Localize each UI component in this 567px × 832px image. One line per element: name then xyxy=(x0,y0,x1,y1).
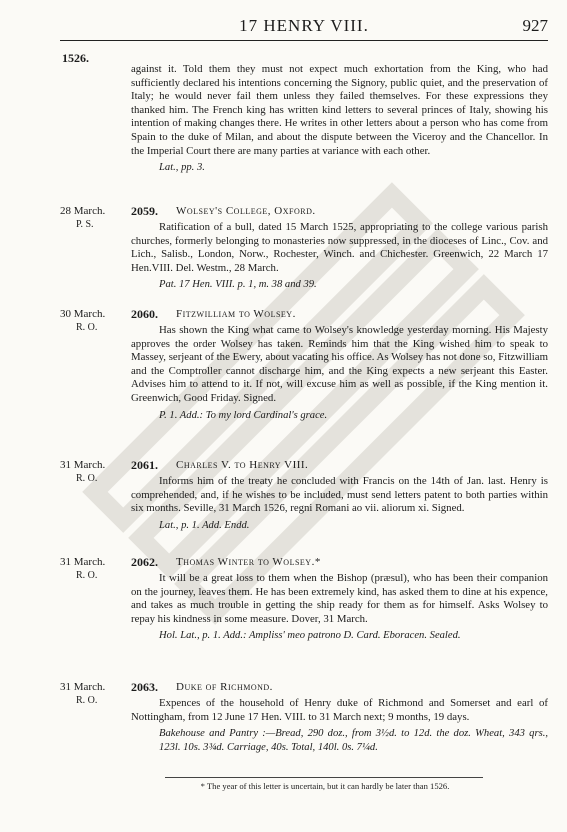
entry-text: Ratification of a bull, dated 15 March 1525, appropriating to the college various parish churches, formerly belonging to monasteries now suppressed, in the dioceses of Linc., Cov. and Lich., Salisb., London, Norw., Rochester, Winch. and Chichester. Greenwich, 22 March 17 Hen.VIII. Del. Westm., 28 March. xyxy=(131,221,548,274)
running-title: 17 HENRY VIII. xyxy=(239,16,369,35)
intro-block xyxy=(131,63,548,175)
entry-number: 2062. xyxy=(131,555,158,569)
entry-date: 31 March. xyxy=(60,459,106,471)
entry-text: Has shown the King what came to Wolsey's knowledge yesterday morning. His Majesty approves the order Wolsey has taken. Reminds him that the King wished him to speak to Massey, serjeant of the Ewery, about vacating his office. As Wolsey has not done so, Fitzwilliam and the Comptroller cannot discharge him, and the King expects a new serjeant this Easter. Advises him to attend to it. If not, will excuse him as well as possible, if the King mention it. Greenwich, Good Friday. Signed. xyxy=(131,324,548,404)
entry-source: R. O. xyxy=(76,695,98,706)
entry-ref: Bakehouse and Pantry :—Bread, 290 doz., from 3½d. to 12d. the doz. Wheat, 343 qrs., 123l. 10s. 3¾d. Carriage, 40s. Total, 140l. 0s. 7¼d. xyxy=(159,728,548,753)
entry-title: Fitzwilliam to Wolsey. xyxy=(176,308,296,320)
entry-date: 31 March. xyxy=(60,556,106,568)
year-marker: 1526. xyxy=(62,51,89,65)
entry-title: Thomas Winter to Wolsey.* xyxy=(176,556,321,568)
entry-source: R. O. xyxy=(76,473,98,484)
page-number: 927 xyxy=(522,16,548,35)
entry-body xyxy=(131,221,548,292)
entry-title: Charles V. to Henry VIII. xyxy=(176,459,309,471)
entry-number: 2059. xyxy=(131,204,158,218)
entry-source: P. S. xyxy=(76,219,94,230)
entry-body xyxy=(131,572,548,643)
entry-body xyxy=(131,475,548,532)
entry-date: 31 March. xyxy=(60,681,106,693)
entry-date: 30 March. xyxy=(60,308,106,320)
page-header xyxy=(60,14,548,40)
entry-text: Informs him of the treaty he concluded with Francis on the 14th of Jan. last. Henry is comprehended, and, if he wishes to be included, must send letters patent to both parties within six months. Seville, 31 March 1526, regni Romani ao vii. aliorum xi. Signed. xyxy=(131,475,548,515)
entry-text: Expences of the household of Henry duke of Richmond and Somerset and earl of Nottingham, from 12 June 17 Hen. VIII. to 31 March next; 9 months, 19 days. xyxy=(131,697,548,723)
entry-body xyxy=(131,324,548,422)
footnote: * The year of this letter is uncertain, but it can hardly be later than 1526. xyxy=(200,781,450,791)
entry-title: Wolsey's College, Oxford. xyxy=(176,205,316,217)
entry-ref: Pat. 17 Hen. VIII. p. 1, m. 38 and 39. xyxy=(159,279,317,291)
entry-title: Duke of Richmond. xyxy=(176,681,273,693)
entry-body xyxy=(131,697,548,754)
entry-ref: Lat., p. 1. Add. Endd. xyxy=(159,519,250,531)
entry-number: 2060. xyxy=(131,307,158,321)
footnote-rule xyxy=(165,777,483,778)
entry-source: R. O. xyxy=(76,322,98,333)
header-rule xyxy=(60,40,548,41)
entry-source: R. O. xyxy=(76,570,98,581)
entry-number: 2061. xyxy=(131,458,158,472)
intro-text: against it. Told them they must not expect much exhortation from the King, who had sufficiently declared his intentions concerning the Signory, public quiet, and the preservation of Italy; he would never fail them unless they failed themselves. For these expressions they thanked him. The French king has written kind letters to several princes of Italy, showing his intention of making changes there. He writes in other letters about a person who has come from Spain to the duke of Milan, and about the dispute between the Viceroy and the Chancellor. In the Imperial Court there are many parties at variance with each other. xyxy=(131,63,548,157)
entry-date: 28 March. xyxy=(60,205,106,217)
intro-ref: Lat., pp. 3. xyxy=(159,162,205,174)
entry-ref: P. 1. Add.: To my lord Cardinal's grace. xyxy=(159,409,328,421)
entry-number: 2063. xyxy=(131,680,158,694)
entry-ref: Hol. Lat., p. 1. Add.: Ampliss' meo patrono D. Card. Eboracen. Sealed. xyxy=(159,630,461,642)
entry-text: It will be a great loss to them when the Bishop (præsul), who has been their companion on the journey, leaves them. He has been extremely kind, has asked them to dine at his expence, and takes as much trouble in getting the ship ready for them as for himself. Asks Wolsey to repay his kindness in some measure. Dover, 31 March. xyxy=(131,572,548,625)
